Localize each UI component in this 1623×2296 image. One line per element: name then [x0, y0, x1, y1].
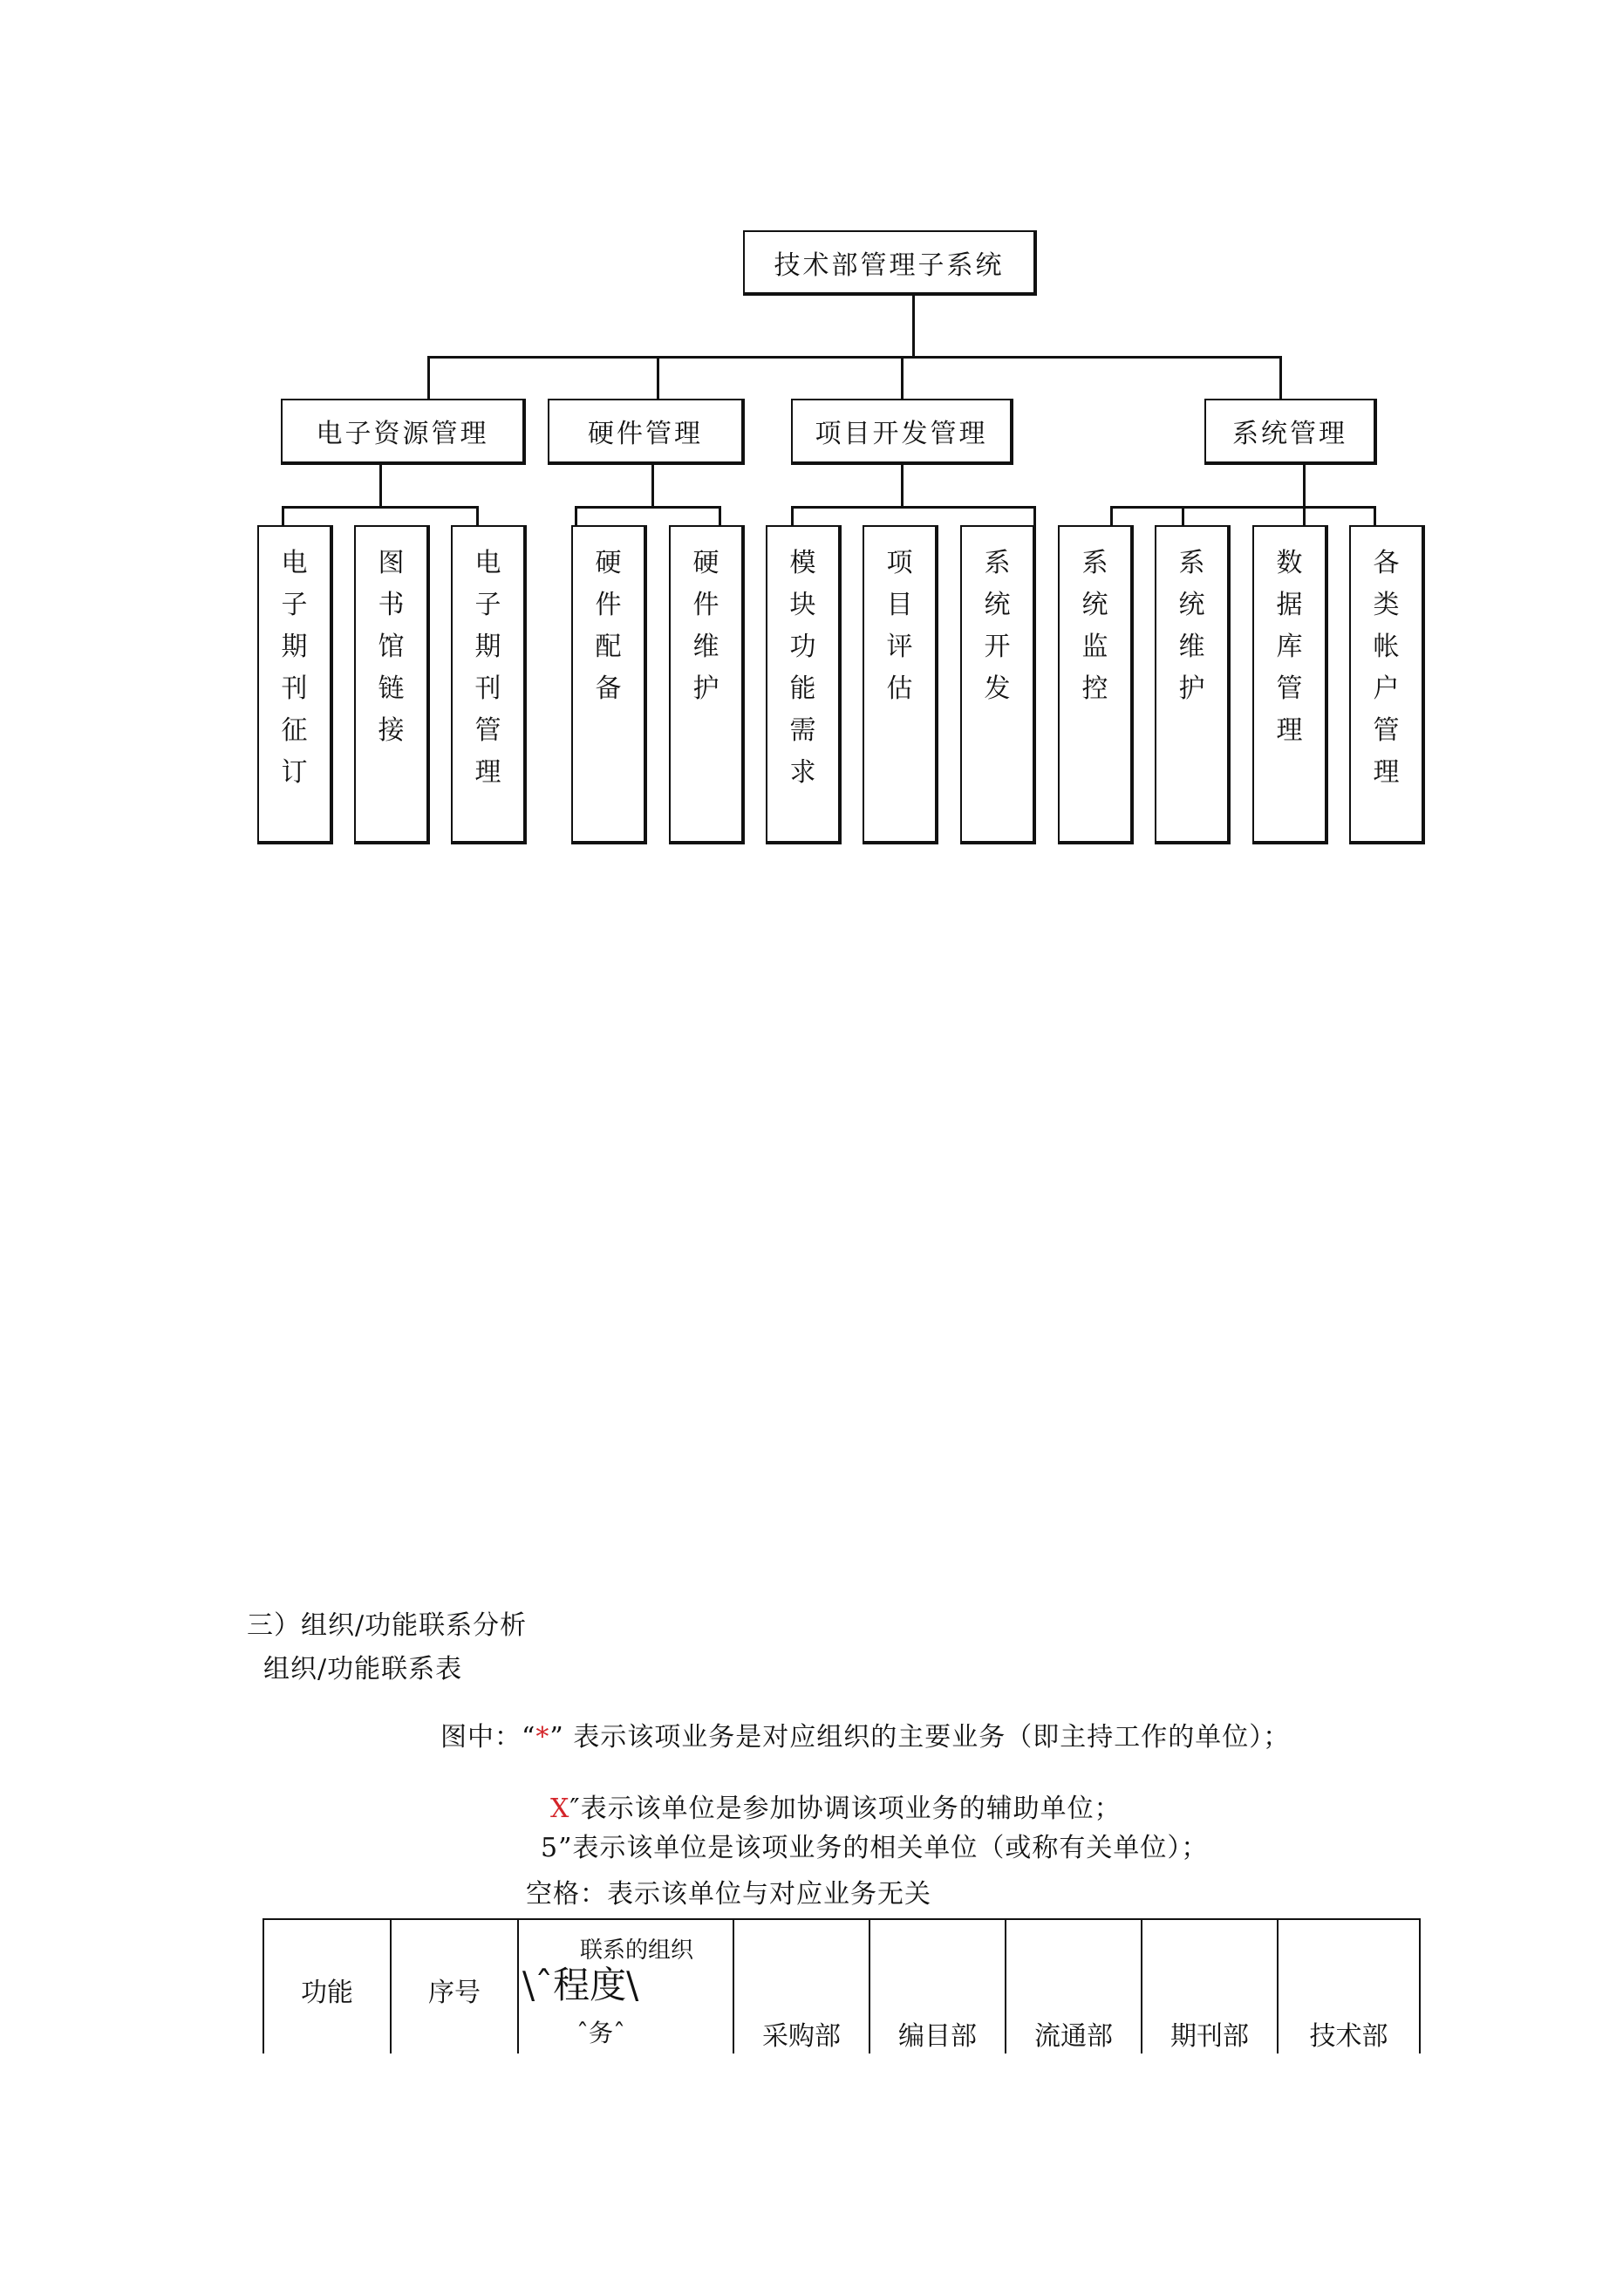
connector-line — [575, 506, 721, 509]
branch-project-dev: 项目开发管理 — [791, 399, 1013, 465]
leaf-system-development — [960, 525, 1036, 844]
header-text: 功能 — [301, 1978, 353, 2008]
legend-prefix: 图中：“ — [440, 1722, 536, 1753]
leaf-text: 系 统 开 发 — [984, 548, 1011, 704]
connector-line — [901, 356, 904, 401]
legend-aux-symbol: X — [550, 1794, 570, 1824]
diag-bottom-text: ˆ务ˆ — [576, 2019, 626, 2047]
header-dept-purchasing — [733, 1919, 869, 2053]
leaf-text: 各 类 帐 户 管 理 — [1373, 548, 1400, 788]
header-dept-technology — [1278, 1919, 1420, 2053]
connector-line — [651, 463, 654, 507]
legend-line-main — [440, 1715, 1290, 1753]
leaf-library-link — [354, 525, 430, 844]
leaf-text: 项 目 评 估 — [886, 548, 913, 704]
legend-main-text: ” 表示该项业务是对应组织的主要业务（即主持工作的单位）； — [549, 1722, 1291, 1753]
branch-electronic-resources: 电子资源管理 — [281, 399, 526, 465]
legend-line-related: 5”表示该单位是该项业务的相关单位（或称有关单位）； — [541, 1833, 1209, 1863]
diag-top-text: 联系的组织 — [580, 1937, 694, 1964]
leaf-account-management — [1349, 525, 1425, 844]
connector-line — [912, 294, 915, 357]
header-dept-periodicals — [1142, 1919, 1278, 2053]
leaf-module-requirements — [766, 525, 842, 844]
connector-line — [1110, 506, 1376, 509]
leaf-system-maintenance — [1155, 525, 1231, 844]
connector-line — [1182, 506, 1184, 527]
leaf-text: 硬 件 维 护 — [692, 548, 719, 704]
header-function — [263, 1919, 391, 2053]
connector-line — [1374, 506, 1376, 527]
connector-line — [1303, 463, 1306, 507]
connector-line — [719, 506, 721, 527]
leaf-hardware-provision — [571, 525, 647, 844]
connector-line — [791, 506, 794, 527]
legend-main-symbol: * — [535, 1722, 550, 1753]
leaf-database-management — [1252, 525, 1328, 844]
connector-line — [1303, 506, 1306, 527]
leaf-hardware-maintenance — [669, 525, 745, 844]
connector-line — [282, 506, 479, 509]
header-dept-circulation — [1006, 1919, 1142, 2053]
connector-line — [379, 463, 382, 507]
diag-mid-text: \ˆ程度\ — [522, 1964, 639, 2006]
leaf-text: 系 统 监 控 — [1081, 548, 1108, 704]
leaf-e-journal-subscription — [257, 525, 333, 844]
header-dept-cataloging — [869, 1919, 1006, 2053]
connector-line — [1279, 356, 1282, 401]
section-heading: 三）组织/功能联系分析 — [247, 1610, 528, 1641]
leaf-text: 数 据 库 管 理 — [1276, 548, 1303, 746]
connector-line — [575, 506, 577, 527]
leaf-system-monitoring — [1058, 525, 1134, 844]
leaf-text: 系 统 维 护 — [1178, 548, 1205, 704]
connector-line — [1033, 506, 1036, 527]
org-function-table — [263, 1918, 1421, 2053]
leaf-text: 模 块 功 能 需 求 — [789, 548, 816, 788]
header-text: 期刊部 — [1170, 2021, 1249, 2052]
table-header-row — [263, 1919, 1420, 2053]
branch-hardware: 硬件管理 — [548, 399, 745, 465]
header-seq — [391, 1919, 518, 2053]
header-text: 技术部 — [1309, 2021, 1388, 2052]
leaf-text: 硬 件 配 备 — [595, 548, 622, 704]
connector-line — [282, 506, 284, 527]
header-text: 采购部 — [762, 2021, 841, 2052]
connector-line — [427, 356, 1281, 359]
connector-line — [791, 506, 1036, 509]
leaf-text: 电 子 期 刊 征 订 — [281, 548, 308, 788]
legend-line-auxiliary — [550, 1787, 1122, 1825]
connector-line — [476, 506, 479, 527]
header-text: 编目部 — [898, 2021, 977, 2052]
org-root-box: 技术部管理子系统 — [743, 230, 1037, 296]
connector-line — [427, 356, 430, 401]
header-text: 流通部 — [1034, 2021, 1113, 2052]
header-text: 序号 — [428, 1978, 481, 2008]
leaf-e-journal-management — [451, 525, 527, 844]
branch-system: 系统管理 — [1204, 399, 1377, 465]
connector-line — [1110, 506, 1113, 527]
header-diagonal — [518, 1919, 733, 2053]
connector-line — [657, 356, 659, 401]
leaf-text: 电 子 期 刊 管 理 — [474, 548, 501, 788]
legend-aux-text: ″表示该单位是参加协调该项业务的辅助单位； — [569, 1794, 1122, 1824]
leaf-text: 图 书 馆 链 接 — [378, 548, 405, 746]
leaf-project-evaluation — [863, 525, 938, 844]
legend-line-blank: 空格：表示该单位与对应业务无关 — [526, 1879, 931, 1910]
section-subheading: 组织/功能联系表 — [263, 1654, 463, 1684]
connector-line — [901, 463, 904, 507]
